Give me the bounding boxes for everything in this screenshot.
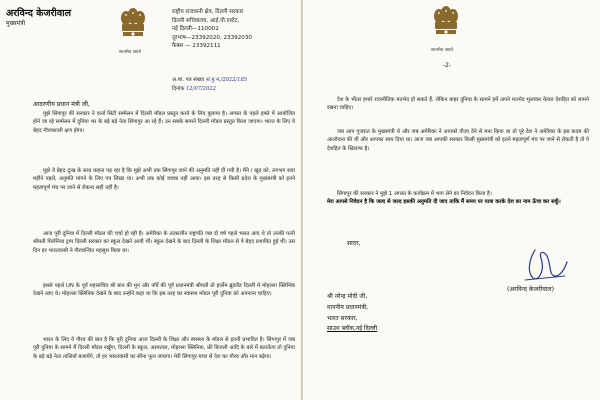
address-line: राष्ट्रीय राजधानी क्षेत्र, दिल्ली सरकार (172, 9, 244, 15)
address-line: दूरभाष—23392020, 23392030 (172, 34, 252, 41)
recipient-line: साउथ ब्लॉक,नई दिल्ली (327, 325, 378, 333)
paragraph: मुझे सिंगापुर की सरकार ने वर्ल्ड सिटी सम्मेलन में दिल्ली मॉडल प्रस्तुत करने के लिए बुलाया है। अगस्त के पहले हफ्ते में आयोजित होने जा रहे सम्मेलन में दुनिया भर के बड़े बड़े नेता सिंगापुर आ रहे हैं। उन सबके सामने दिल्ली मॉडल प्रस्तुत किया जाएगा। भारत के लिए ये बेहद गौरवशाली क्षण होगा। (33, 111, 295, 134)
address-line: फैक्स — 23392111 (172, 43, 221, 50)
recipient-line: श्री नरेन्द्र मोदी जी, (327, 293, 368, 300)
paragraph: भारत के लिए ये गौरव की बात है कि पूरी दुनिया आज दिल्ली के शिक्षा और स्वास्थ्य के मॉडल से इतनी प्रभावित है। सिंगापुर में जब पूरी दुनिया के सामने मैं दिल्ली मॉडल रखूँगा, दिल्ली के स्कूल, अस्पताल, मोहल्ला क्लिनिक, फ्री बिजली आदि के बारे में बताऊँगा तो दुनिया के बड़े बड़े नेता तालियाँ बजायेंगे, तो हर भारतवासी का सीना फूल जायगा। मेरी सिंगापुर यात्रा से देश का गौरव और मान बढ़ेगा। (33, 337, 295, 360)
paragraph: देश के भीतर हमारे राजनीतिक मतभेद हो सकते हैं, लेकिन बाहर दुनिया के सामने हमें अपने मतभेद भुलाकर केवल देशहित को सामने रखना चाहिए। (327, 97, 589, 112)
request-emphasis: मेरा आपसे निवेदन है कि जल्द से जल्द इसकी अनुमति दी जाए ताकि मैं समय पर यात्रा करके देश का नाम ऊँचा कर सकूँ। (327, 199, 561, 206)
paragraph: जब आप गुजरात के मुख्यमंत्री थे और जब अमेरिका ने आपको वीज़ा देने से मना किया था तो पूरे देश ने अमेरिका के इस कदम की आलोचना की थी और आपका साथ दिया था। आज जब आपकी सरकार किसी मुख्यमंत्री को इतने महत्वपूर्ण मंच पर जाने से रोकती है तो ये देशहित के खिलाफ है। (327, 129, 589, 152)
emblem-caption: सत्यमेव जयते (431, 48, 454, 53)
ashoka-emblem-icon (431, 4, 461, 46)
sender-role: मुख्यमंत्री (6, 20, 26, 27)
paragraph: मुझे ये बेहद दुःख के साथ कहना पड़ रहा है कि मुझे अभी तक सिंगापुर जाने की अनुमति नहीं दी गयी है। मैंने / खुद को, लगभग सवा महीने पहले, अनुमति मांगने के लिए पत्र लिखा था। अभी तक कोई जवाब नहीं आया। इस तरह से किसी प्रदेश के मुख्यमंत्री को इतने महत्वपूर्ण मंच पर जाने से रोकना सही नहीं है। (33, 168, 295, 191)
signature-mark (521, 246, 571, 288)
sender-name: अरविन्द केजरीवाल (6, 8, 72, 19)
paragraph: आज पूरी दुनिया में दिल्ली मॉडल की चर्चा हो रही है। अमेरिका के तत्कालीन राष्ट्रपति जब दो वर्ष पहले भारत आए थे तो उनकी पत्नी श्रीमती मिलेनिया ट्रम्प दिल्ली सरकार का स्कूल देखने आयी थीं। स्कूल देखने के बाद दिल्ली के शिक्षा मॉडल से वे बेहद प्रभावित हुई थीं। उस दिन हर भारतवासी ने गौरवान्वित महसूस किया था। (33, 231, 295, 254)
date-label: दिनांक (172, 86, 185, 92)
letter-page-2 (303, 0, 600, 400)
recipient-block (327, 292, 377, 335)
closing: सादर, (347, 240, 361, 247)
paragraph: इससे पहले UN के पूर्व महासचिव श्री बान की मून और नॉर्वे की पूर्व प्रधानमंत्री श्रीमती ग्रो हार्लेम ब्रुंडलैंड दिल्ली मे मोहल्ला क्लिनिक देखने आए थे। मोहल्ला क्लिनिक देखने के बाद उन्होंने कहा था कि इस तरह का स्वास्थ्य मॉडल पूरी दुनिया को अपनाना चाहिए। (33, 283, 295, 298)
address-line: नई दिल्ली—110002 (172, 26, 219, 33)
recipient-line: माननीय प्रधानमंत्री, (327, 303, 369, 311)
ref-value: सं.मु.म./2022/185 (205, 77, 248, 83)
reference-block (172, 76, 300, 94)
request-paragraph (327, 190, 589, 222)
page-number: -2- (443, 62, 452, 69)
address-line: दिल्ली सचिवालय, आई.पी.एस्टेट, (172, 17, 240, 24)
ref-label: अ.शा. पत्र संख्या (172, 77, 205, 83)
request-line: सिंगापुर की सरकार ने मुझे 1 अगस्त के कार्यक्रम में भाग लेने का निवेदन किया है। (337, 191, 492, 197)
recipient-line: भारत सरकार, (327, 314, 358, 322)
ashoka-emblem-icon (118, 6, 148, 48)
sender-address (172, 8, 300, 51)
date-value: 12/07/2022 (185, 86, 216, 92)
salutation: आदरणीय प्रधान मंत्री जी, (33, 101, 90, 108)
signatory-name: (अरविन्द केजरीवाल) (507, 286, 555, 293)
emblem-caption: सत्यमेव जयते (119, 50, 142, 55)
